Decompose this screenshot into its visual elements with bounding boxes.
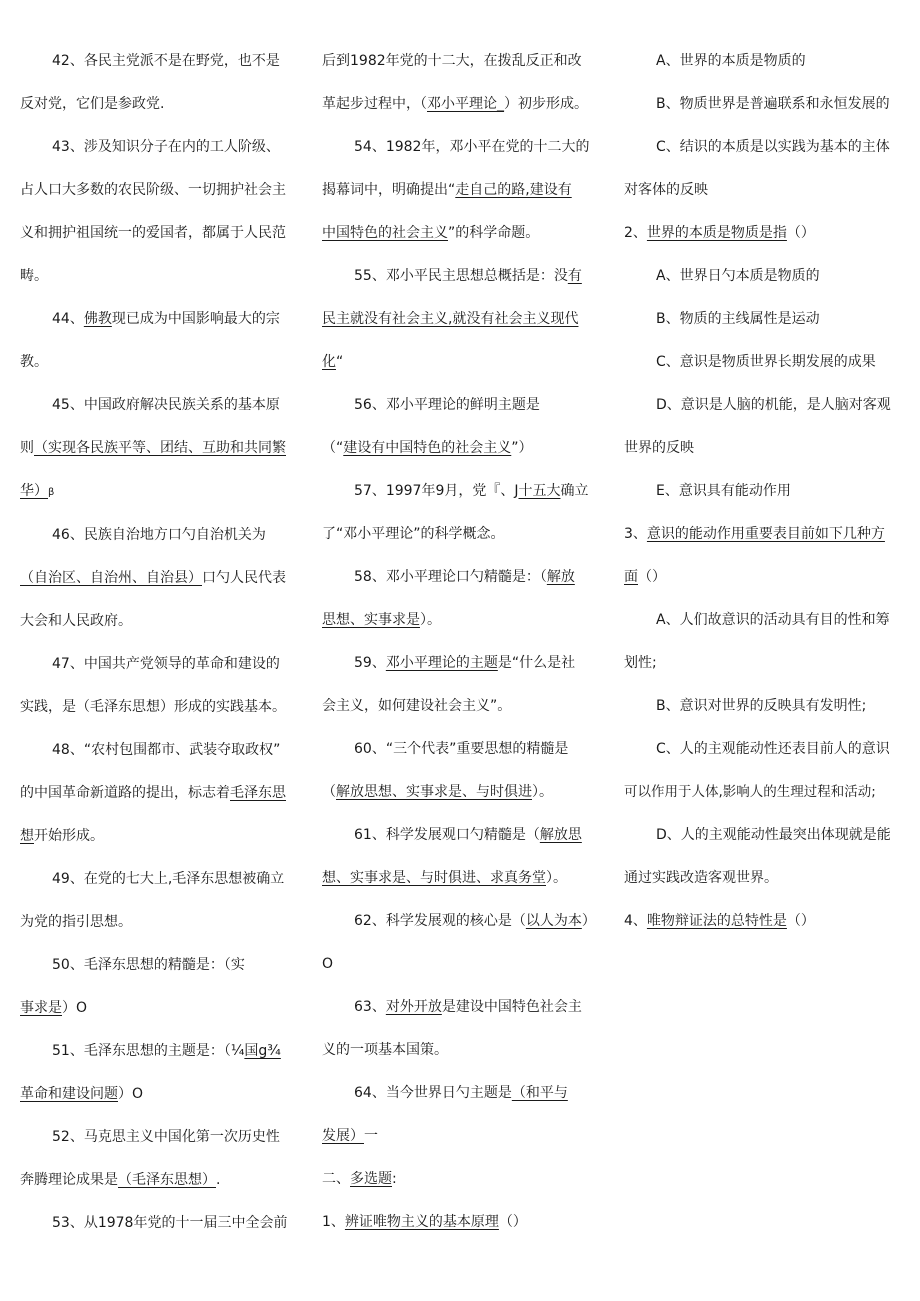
m2-option-d-cont: 世界的反映: [624, 440, 694, 456]
q46-text: 口勺人民代表: [202, 570, 286, 586]
q57-text-end: 确立: [560, 483, 589, 499]
q48-line2: [20, 772, 302, 815]
q51-end: ）O: [118, 1086, 144, 1102]
q61-line1: [322, 814, 604, 857]
m2-option-a: A、世界日勺本质是物质的: [656, 268, 820, 284]
question-56: [322, 384, 604, 470]
q59-num: 59、: [354, 655, 386, 671]
question-59: [322, 642, 604, 728]
q45-line3: [20, 470, 302, 514]
m2-text: 世界的本质是物质是指: [646, 225, 787, 241]
q55-answer-part1: 有: [567, 268, 582, 284]
q63-line1: [322, 986, 604, 1029]
q56-answer: 建设有中国特色的社会主义: [343, 440, 512, 456]
q53-text: 革起步过程中，（: [322, 96, 427, 112]
question-42: [20, 40, 302, 126]
q45-answer-part1: （实现各民族平等、团结、互助和共同繁: [34, 440, 286, 456]
q47-line2: 实践，是（毛泽东思想）形成的实践基本。: [20, 699, 286, 715]
q44-text: 现已成为中国影响最大的宗: [111, 311, 280, 327]
multi-question-4: [624, 900, 904, 943]
q46-answer: （自治区、自治州、自治县）: [20, 570, 202, 586]
q52-line1: 52、马克思主义中国化第一次历史性: [52, 1129, 280, 1145]
q59-text: 是“什么是社: [497, 655, 576, 671]
q64-answer-part2: 发展）: [322, 1128, 364, 1144]
q61-line2: [322, 857, 604, 900]
q46-line3: 大会和人民政府。: [20, 613, 132, 629]
q62-line2: O: [322, 956, 334, 972]
m4-num: 4、: [624, 913, 647, 929]
q62-close: ）: [581, 913, 596, 929]
q59-line1: [322, 642, 604, 685]
m1-num: 1、: [322, 1214, 345, 1230]
question-58: [322, 556, 604, 642]
m3-option-c-cont: 可以作用于人体,影响人的生理过程和活动;: [624, 784, 876, 800]
q56-line2: [322, 427, 604, 470]
question-50: [20, 944, 302, 1030]
q54-line1: 54、1982年，邓小平在党的十二大的: [354, 139, 590, 155]
q46-line1: 46、民族自治地方口勺自治机关为: [52, 527, 266, 543]
q63-answer: 对外开放: [385, 999, 442, 1015]
q48-answer-part2: 想: [20, 828, 34, 844]
question-64: [322, 1072, 604, 1158]
question-47: [20, 643, 302, 729]
q43-line3: 义和拥护祖国统一的爱国者，都属于人民范: [20, 225, 286, 241]
q50-line2: [20, 987, 302, 1030]
m2-option-b: B、物质的主线属性是运动: [656, 311, 820, 327]
question-48: [20, 729, 302, 858]
q53-line2: 后到1982年党的十二大，在拨乱反正和改: [322, 53, 582, 69]
q59-answer: 邓小平理论的主题: [385, 655, 498, 671]
column-right: [624, 40, 904, 943]
m1-paren: （）: [498, 1214, 527, 1230]
q57-answer: 十五大: [518, 483, 561, 499]
question-51: [20, 1030, 302, 1116]
q56-line1: 56、邓小平理论的鲜明主题是: [354, 397, 540, 413]
section-heading-multi-choice: [322, 1158, 604, 1201]
m4-paren: （）: [786, 913, 815, 929]
q44-line1: [20, 298, 302, 341]
question-43: [20, 126, 302, 298]
q64-end: 一: [364, 1128, 378, 1144]
q61-text: 61、科学发展观口勺精髓是（: [354, 827, 540, 843]
m2-option-d: D、意识是人脑的机能，是人脑对客观: [656, 397, 891, 413]
q61-close: ）。: [546, 870, 567, 886]
q62-line1: [322, 900, 604, 943]
q64-text: 64、当今世界日勺主题是: [354, 1085, 512, 1101]
question-49: [20, 858, 302, 944]
m2-option-e: E、意识具有能动作用: [656, 483, 791, 499]
q58-answer-part2: 思想、实事求是: [322, 612, 420, 628]
q44-num: 44、: [52, 311, 84, 327]
q58-text: 58、邓小平理论口勺精髓是：（: [354, 569, 547, 585]
q48-line3: [20, 815, 302, 858]
q58-line1: [322, 556, 604, 599]
section-title: 多选题: [350, 1171, 392, 1187]
m1-options: [624, 40, 904, 212]
m3-stem-cont: [624, 556, 904, 599]
q58-answer-part1: 解放: [546, 569, 575, 585]
q57-text: 57、1997年9月，党『、J: [354, 483, 519, 499]
m3-option-d-cont: 通过实践改造客观世界。: [624, 870, 778, 886]
question-61: [322, 814, 604, 900]
section-line: [322, 1158, 604, 1201]
m1-option-c: C、结识的本质是以实践为基本的主体: [656, 139, 890, 155]
q42-line2: 反对党，它们是参政党.: [20, 96, 165, 112]
q53-line3: [322, 83, 604, 126]
q55-end: “: [336, 354, 344, 370]
question-52: [20, 1116, 302, 1202]
multi-question-2: [624, 212, 904, 513]
m3-stem: [624, 513, 904, 556]
q43-line2: 占人口大多数的农民阶级、一切拥护社会主: [20, 182, 286, 198]
question-45: [20, 384, 302, 514]
q64-line1: [322, 1072, 604, 1115]
q55-text: 55、邓小平民主思想总概括是：没: [354, 268, 568, 284]
q45-mark: β: [48, 487, 55, 498]
q63-text: 是建设中国特色社会主: [441, 999, 582, 1015]
q48-line1: 48、“农村包围都市、武装夺取政权”: [52, 742, 281, 758]
q58-line2: [322, 599, 604, 642]
question-44: [20, 298, 302, 384]
m3-text: 意识的能动作用重要表目前如下几种方: [646, 526, 885, 542]
q50-end: ）O: [62, 1000, 88, 1016]
q46-line2: [20, 557, 302, 600]
question-53-continued: [322, 40, 604, 126]
q61-answer-part2: 想、实事求是、与时俱进、求真务堂: [322, 870, 546, 886]
q62-text: 62、科学发展观的核心是（: [354, 913, 526, 929]
m3-option-d: D、人的主观能动性最突出体现就是能: [656, 827, 891, 843]
q57-line2: 了“邓小平理论”的科学概念。: [322, 526, 505, 542]
section-colon: :: [392, 1171, 397, 1187]
q42-line1: 42、各民主党派不是在野党，也不是: [52, 53, 280, 69]
q52-answer: （毛泽东思想）: [118, 1172, 216, 1188]
question-54: [322, 126, 604, 255]
m4-text: 唯物辩证法的总特性是: [646, 913, 787, 929]
q59-line2: 会主义，如何建设社会主义”。: [322, 698, 512, 714]
m1-option-b: B、物质世界是普遍联系和永恒发展的: [656, 96, 890, 112]
question-63: [322, 986, 604, 1072]
question-53: [20, 1202, 302, 1245]
multi-question-3: [624, 513, 904, 900]
q45-line2: [20, 427, 302, 470]
q55-answer-part3: 化: [322, 354, 336, 370]
q51-answer-part1: 国g¾: [244, 1043, 281, 1059]
question-60: [322, 728, 604, 814]
m4-stem: [624, 900, 904, 943]
q45-text: 则: [20, 440, 34, 456]
q51-text: 51、毛泽东思想的主题是：（¼: [52, 1043, 245, 1059]
q45-line1: 45、中国政府解决民族关系的基本原: [52, 397, 280, 413]
q60-open: （: [322, 784, 336, 800]
q54-answer-part1: 走自己的路,建设有: [455, 182, 572, 198]
q56-close: ”）: [511, 440, 533, 456]
m3-paren: （）: [638, 569, 666, 585]
q54-end: ”的科学命题。: [448, 225, 540, 241]
q61-answer-part1: 解放思: [539, 827, 582, 843]
q60-line1: 60、“三个代表”重要思想的精髓是: [354, 741, 569, 757]
question-55: [322, 255, 604, 384]
q47-line1: 47、中国共产党领导的革命和建设的: [52, 656, 280, 672]
q55-answer-part2: 民主就没有社会主义,就没有社会主义现代: [322, 311, 579, 327]
q57-line1: [322, 470, 604, 513]
column-middle: [322, 40, 604, 1244]
q44-line2: 教。: [20, 354, 48, 370]
column-left: [20, 40, 302, 1245]
m1-option-a: A、世界的本质是物质的: [656, 53, 806, 69]
q62-answer: 以人为本: [525, 913, 582, 929]
q56-open: （“: [322, 440, 344, 456]
question-57: [322, 470, 604, 556]
m3-option-c: C、人的主观能动性还表目前人的意识: [656, 741, 890, 757]
m3-option-a: A、人们故意识的活动具有目的性和筹: [656, 612, 890, 628]
m3-num: 3、: [624, 526, 647, 542]
q55-line3: [322, 341, 604, 384]
q63-line2: 义的一项基本国策。: [322, 1042, 448, 1058]
m2-option-c: C、意识是物质世界长期发展的成果: [656, 354, 876, 370]
question-62: [322, 900, 604, 986]
q54-text: 揭幕词中，明确提出“: [322, 182, 456, 198]
m1-stem: [322, 1201, 604, 1244]
q53-line1: 53、从1978年党的十一届三中全会前: [52, 1215, 288, 1231]
q49-line2: 为党的指引思想。: [20, 914, 132, 930]
q48-text: 的中国革命新道路的提出，标志着: [20, 785, 230, 801]
q43-line1: 43、涉及知识分子在内的工人阶级、: [52, 139, 280, 155]
q43-line4: 畴。: [20, 268, 48, 284]
q60-answer: 解放思想、实事求是、与时俱进: [336, 784, 532, 800]
q54-line2: [322, 169, 604, 212]
q55-line1: [322, 255, 604, 298]
q51-answer-part2: 革命和建设问题: [20, 1086, 118, 1102]
q52-text: 奔腾理论成果是: [20, 1172, 118, 1188]
q53-answer: 邓小平理论_: [427, 96, 504, 112]
q50-answer: 事求是: [20, 1000, 62, 1016]
q53-end: ）初步形成。: [504, 96, 588, 112]
q60-close: ）。: [532, 784, 553, 800]
q48-answer-part1: 毛泽东思: [230, 785, 286, 801]
m1-text: 辨证唯物主义的基本原理: [344, 1214, 499, 1230]
multi-question-1: [322, 1201, 604, 1244]
q50-line1: 50、毛泽东思想的精髓是：（实: [52, 957, 245, 973]
q45-answer-part2: 华）: [20, 483, 48, 499]
q52-line2: [20, 1159, 302, 1202]
q51-line1: [20, 1030, 302, 1073]
q48-text-end: 开始形成。: [34, 828, 104, 844]
q44-answer: 佛教: [83, 311, 112, 327]
q60-line2: [322, 771, 604, 814]
q52-end: .: [216, 1172, 221, 1188]
q63-num: 63、: [354, 999, 386, 1015]
q54-line3: [322, 212, 604, 255]
m3-option-b: B、意识对世界的反映具有发明性;: [656, 698, 867, 714]
m2-stem: [624, 212, 904, 255]
m1-option-c-cont: 对客体的反映: [624, 182, 708, 198]
question-46: [20, 514, 302, 643]
q54-answer-part2: 中国特色的社会主义: [322, 225, 448, 241]
q51-line2: [20, 1073, 302, 1116]
q49-line1: 49、在党的七大上,毛泽东思想被确立: [52, 871, 285, 887]
m3-text-end: 面: [624, 569, 638, 585]
q64-line2: [322, 1115, 604, 1158]
q58-end: ）。: [420, 612, 441, 628]
q64-answer-part1: （和平与: [511, 1085, 568, 1101]
m3-option-a-cont: 划性;: [624, 655, 657, 671]
section-number: 二、: [322, 1171, 350, 1187]
m2-paren: （）: [786, 225, 815, 241]
m2-num: 2、: [624, 225, 647, 241]
